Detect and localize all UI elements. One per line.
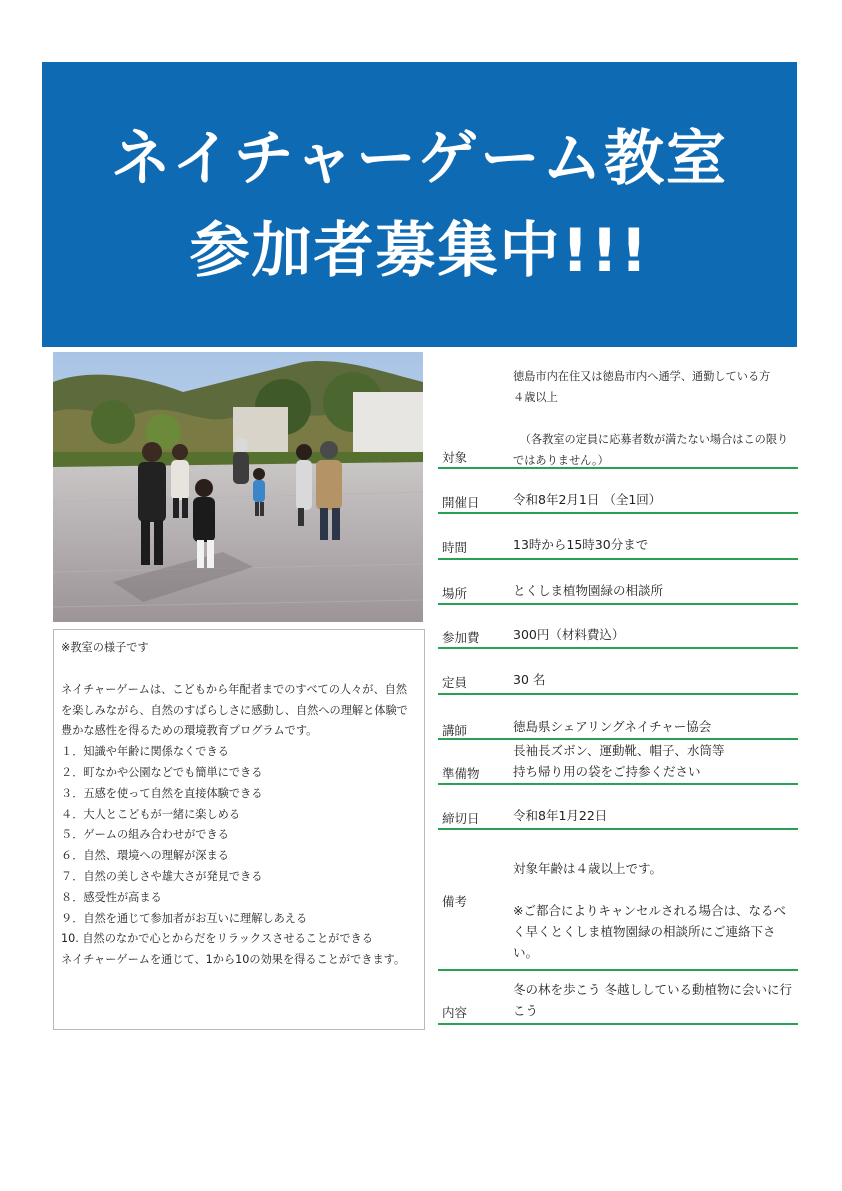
class-photo: [53, 352, 423, 622]
list-item: ２．町なかや公園などでも簡単にできる: [61, 765, 263, 779]
fee-value: 300円（材料費込）: [513, 627, 625, 642]
info-row-remarks: [438, 830, 798, 971]
remarks-line-1: 対象年齢は４歳以上です。: [513, 861, 663, 876]
items-label: 準備物: [442, 766, 480, 781]
target-line-2: ４歳以上: [513, 391, 558, 404]
title-line-2: 参加者募集中!!!: [189, 215, 650, 286]
info-row-time: [438, 514, 798, 560]
date-value: 令和8年2月1日 （全1回）: [513, 492, 662, 507]
photo-caption: ※教室の様子です: [61, 641, 149, 654]
list-item: ４．大人とこどもが一緒に楽しめる: [61, 807, 241, 821]
target-label: 対象: [442, 450, 468, 465]
list-item: ５．ゲームの組み合わせができる: [61, 828, 229, 842]
list-item: ６．自然、環境への理解が深まる: [61, 849, 229, 863]
list-item: 10. 自然のなかで心とからだをリラックスさせることができる: [61, 932, 373, 946]
capacity-label: 定員: [442, 675, 468, 690]
capacity-value: 30 名: [513, 672, 546, 687]
event-info-table: [438, 360, 798, 1025]
fee-label: 参加費: [442, 630, 480, 645]
info-row-date: [438, 469, 798, 514]
place-value: とくしま植物園緑の相談所: [513, 583, 664, 598]
instructor-value: 徳島県シェアリングネイチャー協会: [513, 719, 712, 734]
title-banner: [42, 62, 797, 347]
date-label: 開催日: [442, 495, 480, 510]
conclusion-text: ネイチャーゲームを通じて、1から10の効果を得ることができます。: [61, 953, 406, 967]
info-row-target: [438, 360, 798, 469]
info-row-items: [438, 740, 798, 785]
info-row-instructor: [438, 695, 798, 740]
info-row-deadline: [438, 785, 798, 830]
remarks-line-2: ※ご都合によりキャンセルされる場合は、なるべく早くとくしま植物園緑の相談所にご連絡下さい。: [513, 903, 786, 960]
target-line-1: 徳島市内在住又は徳島市内へ通学、通勤している方: [513, 370, 771, 383]
program-description: [53, 629, 425, 1030]
list-item: ８．感受性が高まる: [61, 890, 162, 904]
info-row-capacity: [438, 649, 798, 695]
info-row-fee: [438, 605, 798, 649]
deadline-label: 締切日: [442, 811, 480, 826]
time-label: 時間: [442, 540, 468, 555]
content-label: 内容: [442, 1005, 468, 1020]
content-value: 冬の林を歩こう 冬越ししている動植物に会いに行こう: [513, 982, 792, 1018]
items-line-1: 長袖長ズボン、運動靴、帽子、水筒等: [513, 743, 725, 758]
target-note: （各教室の定員に応募者数が満たない場合はこの限りではありません。）: [513, 433, 789, 467]
title-line-1: ネイチャーゲーム教室: [111, 123, 728, 194]
deadline-value: 令和8年1月22日: [513, 808, 608, 823]
list-item: ７．自然の美しさや雄大さが発見できる: [61, 869, 263, 883]
instructor-label: 講師: [442, 723, 468, 738]
list-item: ９．自然を通じて参加者がお互いに理解しあえる: [61, 911, 308, 925]
info-row-place: [438, 560, 798, 605]
nature-game-class-photo-icon: [53, 352, 423, 622]
list-item: ３．五感を使って自然を直接体験できる: [61, 786, 263, 800]
time-value: 13時から15時30分まで: [513, 537, 649, 552]
place-label: 場所: [442, 586, 468, 601]
items-line-2: 持ち帰り用の袋をご持参ください: [513, 764, 701, 779]
info-row-content: [438, 971, 798, 1025]
remarks-label: 備考: [442, 894, 468, 909]
intro-text: ネイチャーゲームは、こどもから年配者までのすべての人々が、自然を楽しみながら、自然のすばらしさに感動し、自然への理解と体験で豊かな感性を得るための環境教育プログラムです。: [61, 682, 408, 738]
list-item: １．知識や年齢に関係なくできる: [61, 745, 229, 759]
